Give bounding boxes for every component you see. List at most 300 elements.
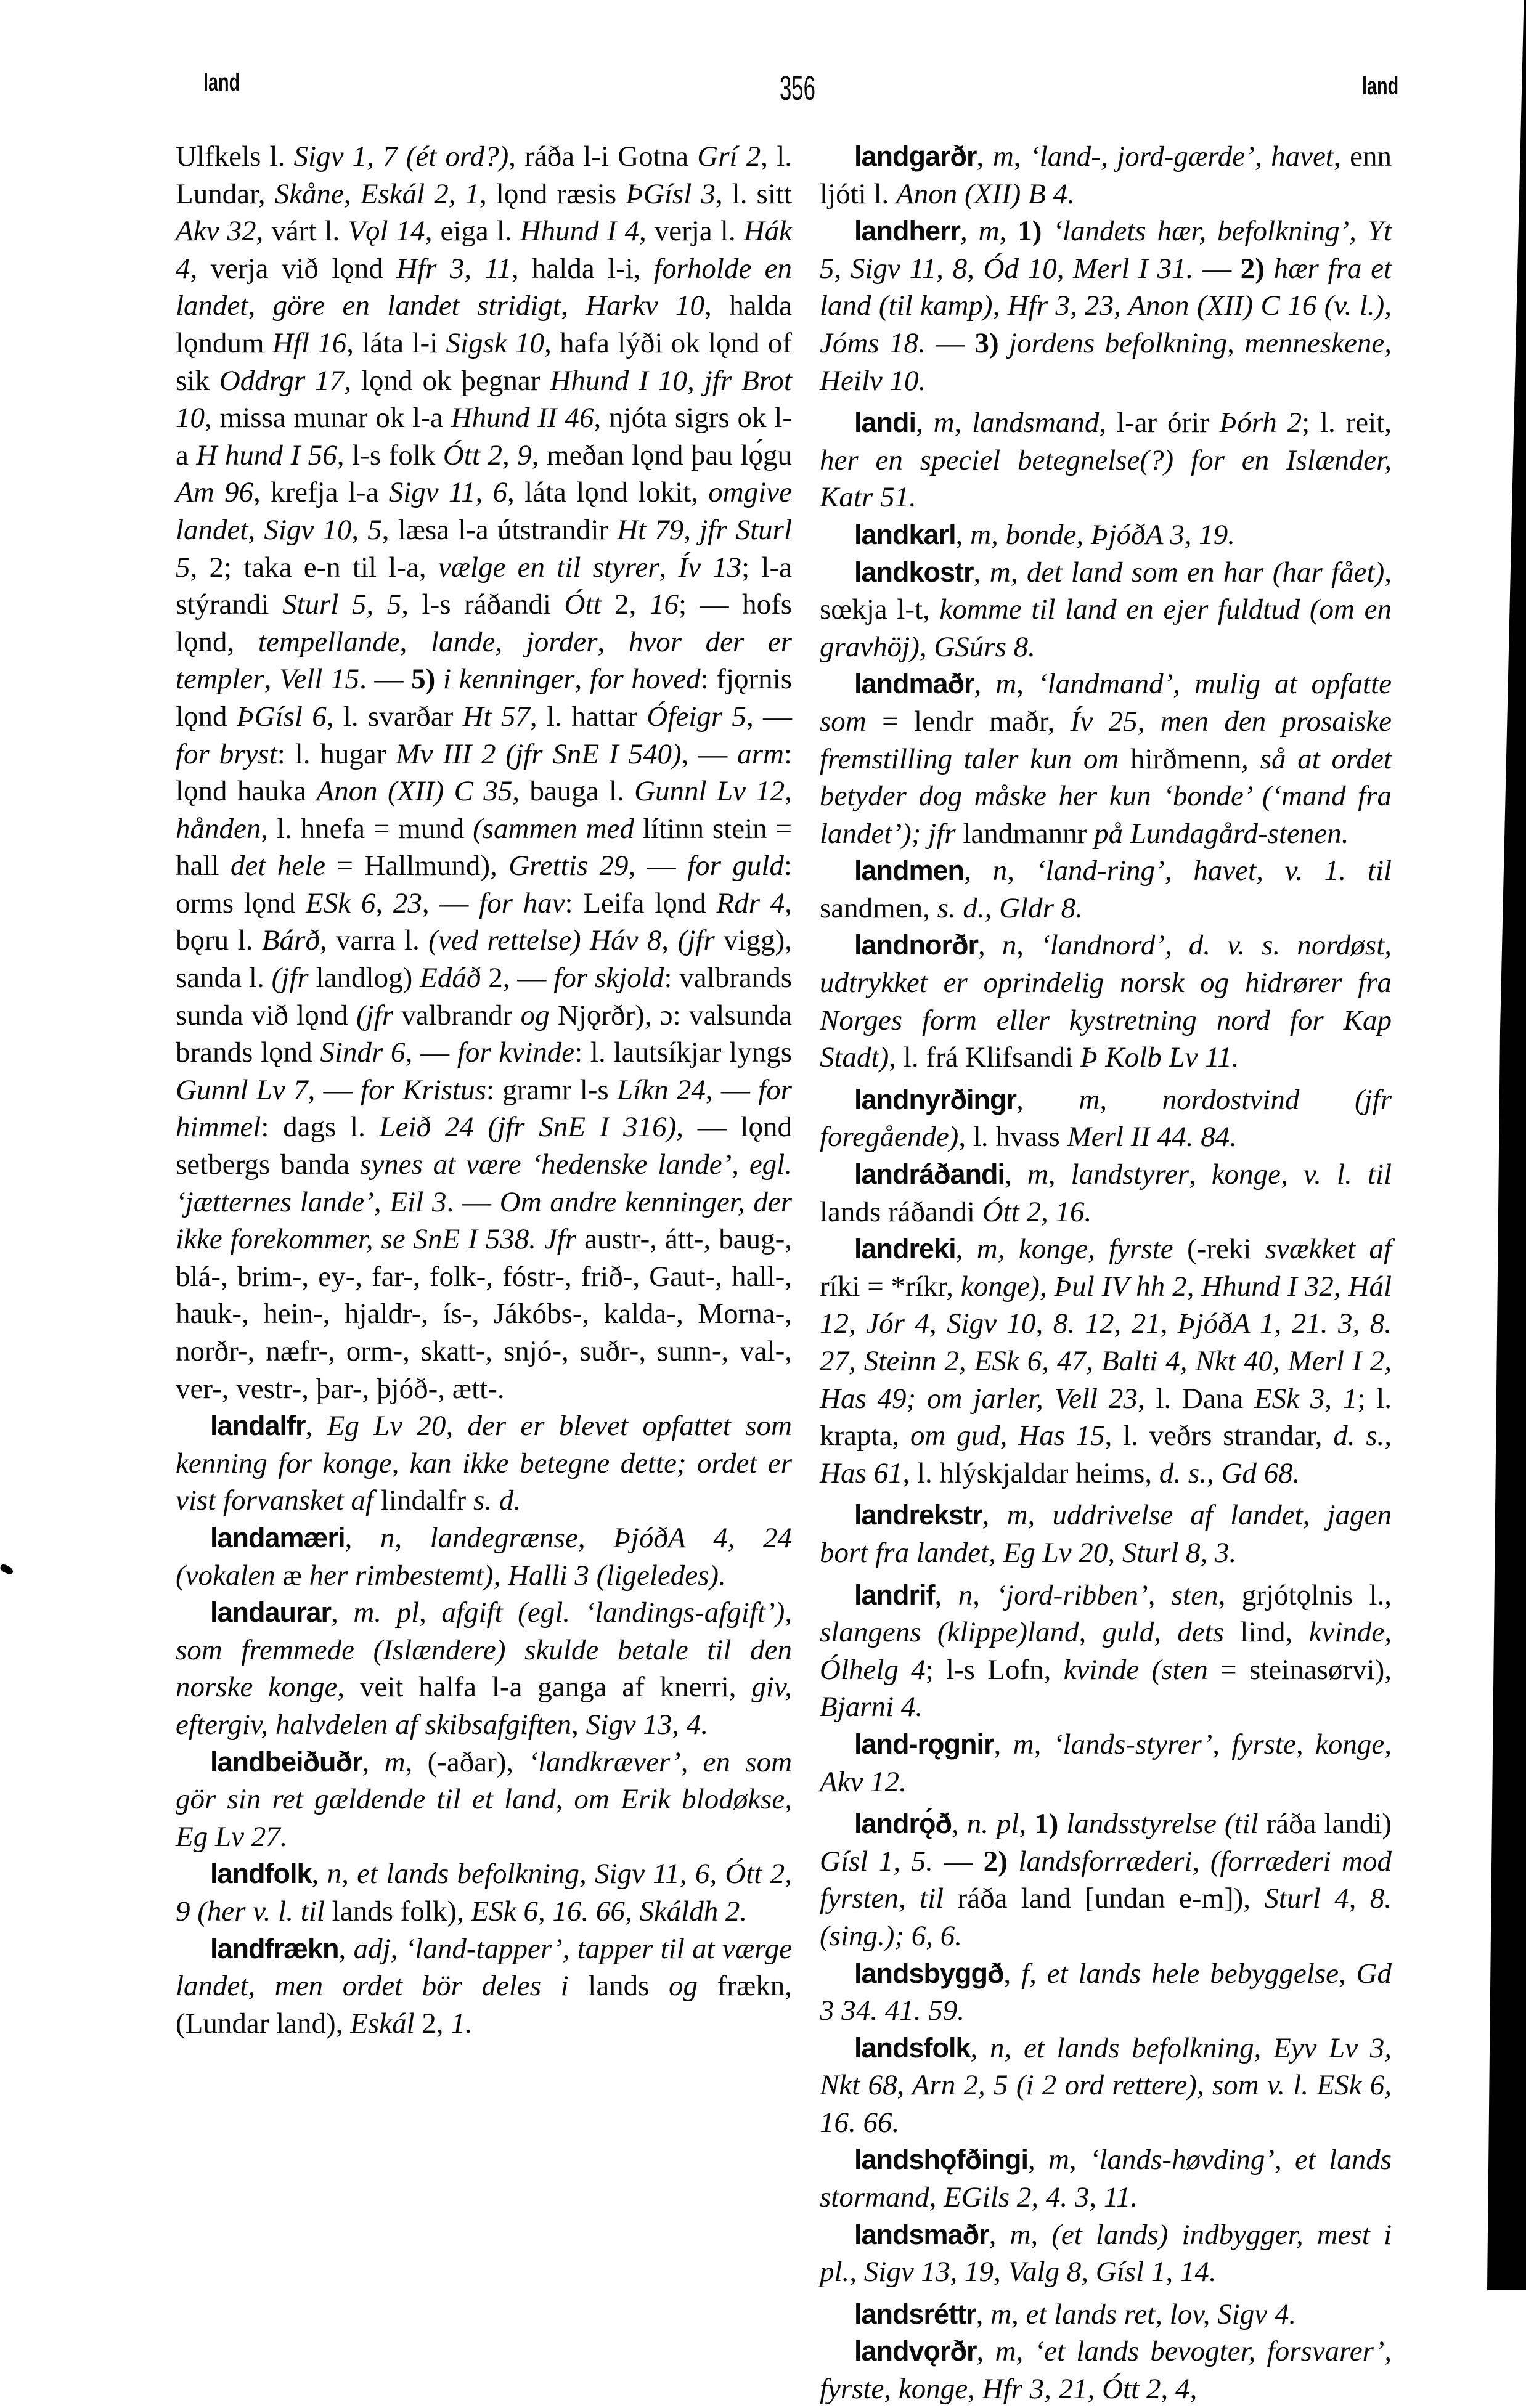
dictionary-entry: [820, 2216, 1392, 2291]
roman-text: , l-ar órir: [1099, 407, 1220, 439]
running-head-right: land: [1362, 73, 1399, 100]
italic-text: m, ‘lands-styrer’, fyrste, konge, Akv 12.: [820, 1728, 1392, 1798]
roman-text: , ráða l-i Gotna: [508, 140, 698, 173]
italic-text: d. s., Gd 68.: [1159, 1457, 1300, 1489]
italic-text: Gunnl Lv 7: [176, 1073, 308, 1106]
roman-text: austr-, átt-, baug-, blá-, brim-, ey-, far-, folk-, fóstr-, frið-, Gaut-, hall-, hauk-, hein-, hjaldr-, ís-, Jákóbs-, kalda-, Morna-, norðr-, næfr-, orm-, skatt-, snjó-, suðr-, sunn-, val-, ver-, vestr-, þar-, þjóð-, ætt-.: [176, 1223, 793, 1405]
italic-text: synes at være ‘hedenske lande’, egl. ‘jætternes lande’: [176, 1149, 792, 1218]
roman-text: , krefja l-a: [253, 476, 389, 509]
roman-text: , lǫnd ræsis: [479, 177, 626, 210]
roman-text: ,: [248, 290, 273, 322]
italic-text: n: [992, 855, 1008, 887]
italic-text: d. s., Has 61: [820, 1420, 1392, 1489]
italic-text: (jfr: [356, 999, 394, 1031]
roman-text: ,: [331, 1597, 354, 1629]
italic-text: afgift (egl. ‘landings-afgift’), som fremmede (Islændere) skulde betale til den norske konge: [176, 1597, 793, 1704]
italic-text: forholde en landet: [176, 252, 792, 322]
italic-text: m: [384, 1746, 406, 1778]
roman-text: ,: [248, 513, 264, 546]
italic-text: landegrænse: [430, 1521, 578, 1554]
italic-text: Merl II 44. 84.: [1067, 1121, 1238, 1153]
sense-number: 1): [1018, 215, 1042, 248]
italic-text: s. d.: [473, 1484, 521, 1517]
italic-text: konge: [1211, 1158, 1281, 1191]
italic-text: Ófeigr 5: [647, 700, 746, 733]
headword: landrǫ́ð: [854, 1808, 952, 1840]
roman-text: = steinasørvi),: [1207, 1653, 1392, 1686]
italic-text: hær fra et land (til kamp), Hfr 3, 23, Anon (XII) C 16 (v. l.), Jóms 18.: [820, 252, 1392, 359]
dictionary-entry: [820, 2030, 1392, 2142]
roman-text: ,: [934, 1579, 958, 1611]
dictionary-entry: [176, 1407, 792, 1519]
roman-text: , — lǫnd setbergs banda: [176, 1111, 792, 1181]
italic-text: landstyrer: [1071, 1158, 1189, 1191]
running-head-left: land: [203, 69, 240, 96]
italic-text: m, det land som en har (har fået): [989, 556, 1385, 588]
italic-text: Hhund II 46: [451, 402, 594, 434]
dictionary-entry: [820, 554, 1392, 666]
roman-text: , bauga l.: [512, 775, 635, 808]
roman-text: [1042, 215, 1053, 247]
roman-text: —: [925, 327, 975, 359]
italic-text: Eskál: [350, 2007, 415, 2040]
italic-text: n: [958, 1579, 973, 1611]
roman-text: lands folk),: [324, 1895, 471, 1927]
roman-text: 2, —: [481, 962, 554, 995]
roman-text: , —: [681, 738, 738, 770]
roman-text: , várt l.: [256, 215, 348, 248]
roman-text: sandmen,: [820, 892, 937, 924]
italic-text: for hav: [479, 887, 565, 919]
dictionary-entry: [176, 1519, 792, 1594]
right-column: [820, 138, 1392, 2408]
roman-text: ,: [1005, 1158, 1027, 1191]
roman-text: ,: [976, 2335, 995, 2368]
roman-text: ,: [973, 1579, 997, 1611]
italic-text: landsmand: [972, 407, 1100, 439]
roman-text: , l. svarðar: [326, 700, 463, 733]
roman-text: : l. lautsíkjar lyngs: [574, 1036, 792, 1069]
headword: landfolk: [210, 1858, 312, 1890]
dictionary-entry: [820, 1156, 1392, 1230]
roman-text: = Hallmund),: [325, 850, 509, 882]
headword: landbeiðuðr: [210, 1746, 362, 1778]
dictionary-entry: [820, 665, 1392, 852]
roman-text: , láta lǫnd lokit,: [507, 476, 709, 509]
sense-number: 2): [983, 1845, 1008, 1877]
italic-text: komme til land en ejer fuldtud (om en gravhöj), GSúrs 8.: [820, 593, 1392, 663]
roman-text: , l-s folk: [337, 439, 443, 471]
headword: landshǫfðingi: [854, 2144, 1028, 2176]
roman-text: ,: [1016, 668, 1038, 701]
dictionary-entry: [820, 2141, 1392, 2216]
roman-text: , 2; taka e-n til l-a,: [190, 551, 438, 584]
italic-text: ESk 6, 16. 66, Skáldh 2.: [471, 1895, 748, 1927]
italic-text: konge), Þul IV hh 2, Hhund I 32, Hál 12, Jór 4, Sigv 10, 8. 12, 21, ÞjóðA 1, 21. 3, 8. 27, Steinn 2, ESk 6, 47, Balti 4, Nkt 40, Merl I 2, Has 49; om jarler, Vell 23: [820, 1270, 1392, 1415]
roman-text: lands: [568, 1970, 669, 2003]
italic-text: m, (et lands) indbygger, mest i pl., Sigv 13, 19, Valg 8, Gísl 1, 14.: [820, 2218, 1392, 2288]
roman-text: ; l-a stýrandi: [176, 551, 793, 621]
roman-text: , halda l-i,: [511, 252, 654, 285]
dictionary-entry: [820, 1230, 1392, 1492]
headword: land-rǫgnir: [854, 1728, 994, 1760]
italic-text: ‘land-, jord-gærde’, havet: [1030, 140, 1334, 173]
roman-text: valbrandr: [393, 999, 521, 1031]
italic-text: Sigv 11, 6: [388, 476, 508, 509]
italic-text: H hund I 56: [196, 439, 337, 471]
italic-text: göre en landet stridigt: [272, 290, 561, 322]
roman-text: lindalfr: [373, 1484, 473, 1517]
italic-text: Grettis 29: [508, 850, 629, 882]
roman-text: 2,: [601, 588, 650, 621]
italic-text: m: [978, 215, 1000, 248]
italic-text: for Kristus: [360, 1073, 486, 1106]
italic-text: Vǫl 14: [348, 215, 425, 248]
roman-text: ríki = *ríkr,: [820, 1270, 961, 1303]
italic-text: n: [380, 1521, 395, 1554]
roman-text: ,: [264, 663, 279, 696]
headword: landfrækn: [210, 1932, 339, 1964]
italic-text: (jfr: [677, 924, 715, 957]
headword: landherr: [854, 215, 961, 247]
dictionary-entry: [820, 1726, 1392, 1800]
roman-text: , halda lǫndum: [176, 290, 792, 359]
roman-text: , l. hvass: [958, 1121, 1067, 1153]
roman-text: —: [1193, 252, 1241, 285]
roman-text: , l. Lundar,: [176, 140, 792, 210]
roman-text: lands ráðandi: [820, 1195, 982, 1228]
italic-text: ÞjóðA 4, 24 (vokalen: [176, 1521, 792, 1592]
headword: landsbyggð: [854, 1957, 1004, 1989]
italic-text: og: [520, 999, 550, 1031]
italic-text: ‘land-ring’, havet, v. 1. til: [1035, 855, 1392, 887]
italic-text: kvinde, Ólhelg 4: [820, 1616, 1392, 1686]
italic-text: Grí 2: [697, 140, 761, 173]
headword: landkarl: [854, 518, 956, 550]
roman-text: [999, 327, 1009, 359]
roman-text: ,: [976, 2298, 991, 2330]
italic-text: Ótt 2, 16.: [982, 1195, 1092, 1228]
roman-text: , (-aðar),: [405, 1746, 529, 1778]
italic-text: m, et lands ret, lov, Sigv 4.: [990, 2298, 1297, 2330]
roman-text: ,: [597, 625, 629, 658]
italic-text: Skåne: [274, 177, 344, 210]
italic-text: adj, ‘land-tapper’, tapper til at værge landet, men ordet bör deles i: [176, 1932, 792, 2003]
italic-text: for hoved: [589, 663, 701, 696]
italic-text: Hhund I 10, jfr Brot 10: [176, 364, 792, 434]
dictionary-entry: [176, 1930, 792, 2043]
italic-text: ÞGísl 6: [236, 700, 327, 733]
roman-text: ,: [964, 855, 993, 887]
roman-text: ,: [1003, 1957, 1022, 1990]
dictionary-entry: [820, 2296, 1392, 2333]
roman-text: ,: [954, 407, 973, 439]
italic-text: og: [669, 1970, 698, 2003]
dictionary-entry: [820, 1081, 1392, 1156]
italic-text: Ht 79, jfr Sturl 5: [176, 513, 793, 584]
roman-text: , enn ljóti l.: [820, 140, 1392, 210]
roman-text: , —: [308, 1073, 361, 1106]
roman-text: ,: [338, 1932, 354, 1965]
roman-text: ; l. reit,: [1302, 407, 1392, 439]
roman-text: , verja l.: [639, 215, 744, 248]
italic-text: Anon (XII) B 4.: [896, 177, 1075, 210]
roman-text: ,: [955, 518, 971, 551]
italic-text: i kenninger: [443, 663, 575, 696]
roman-text: ,: [955, 1233, 977, 1266]
headword: landi: [854, 407, 916, 439]
roman-text: : gramr l-s: [486, 1073, 618, 1106]
roman-text: , grjótǫlnis l.,: [1218, 1579, 1392, 1611]
italic-text: ESk 6, 23: [306, 887, 422, 919]
italic-text: ‘landmand’, mulig at opfatte som: [820, 668, 1392, 738]
italic-text: Anon (XII) C 35: [316, 775, 513, 808]
roman-text: : l. hugar: [277, 738, 396, 770]
headword: landrekstr: [854, 1499, 982, 1531]
italic-text: Gísl 1, 5.: [820, 1845, 933, 1877]
italic-text: landsforræderi, (forræderi mod fyrsten, til: [820, 1845, 1392, 1915]
italic-text: Sigsk 10: [446, 327, 545, 359]
dictionary-entry: [176, 1744, 792, 1856]
headword: landgarðr: [854, 140, 977, 172]
roman-text: , bǫru l.: [176, 887, 793, 957]
dictionary-entry: [820, 213, 1392, 399]
italic-text: her rimbestemt), Halli 3 (ligeledes).: [309, 1559, 726, 1592]
dictionary-entry: [820, 852, 1392, 927]
italic-text: lande: [430, 625, 496, 658]
italic-text: Vell 15: [279, 663, 360, 696]
italic-text: m, uddrivelse af landet, jagen bort fra landet, Eg Lv 20, Sturl 8, 3.: [820, 1499, 1392, 1569]
roman-text: ,: [399, 625, 431, 658]
dictionary-entry: [820, 927, 1392, 1076]
italic-text: Sigv 1, 7 (ét ord?): [293, 140, 509, 173]
italic-text: Þórh 2: [1219, 407, 1302, 439]
roman-text: ,: [916, 407, 934, 439]
roman-text: ,: [978, 929, 1002, 962]
roman-text: ,: [785, 775, 793, 808]
italic-text: for skjold: [553, 962, 664, 995]
italic-text: m: [995, 668, 1017, 701]
roman-text: , —: [628, 850, 688, 882]
italic-text: for himmel: [176, 1073, 793, 1144]
italic-text: m, ‘lands-høvding’, et lands stormand, EGils 2, 4. 3, 11.: [820, 2144, 1392, 2214]
page-number: 356: [780, 68, 815, 107]
ink-blot: [0, 1563, 15, 1576]
italic-text: n, et lands befolkning, Eyv Lv 3, Nkt 68, Arn 2, 5 (i 2 ord rettere), som v. l. ESk 6, 16. 66.: [820, 2032, 1392, 2139]
italic-text: jordens befolkning, menneskene, Heilv 10.: [820, 327, 1392, 397]
roman-text: ,: [1027, 2144, 1048, 2176]
italic-text: tempellande: [258, 625, 400, 658]
roman-text: , veit halfa l-a ganga af knerri,: [337, 1671, 752, 1704]
italic-text: hvor der er templer: [176, 625, 793, 696]
roman-text: , —: [422, 887, 479, 919]
roman-text: ,: [999, 215, 1018, 248]
italic-text: arm: [737, 738, 784, 770]
roman-text: , l. hattar: [529, 700, 647, 733]
italic-text: omgive landet: [176, 476, 793, 546]
sense-number: 3): [974, 327, 999, 359]
roman-text: = lendr maðr,: [866, 705, 1071, 738]
italic-text: det hele: [230, 850, 326, 882]
italic-text: giv, eftergiv, halvdelen af skibsafgiften: [176, 1671, 793, 1741]
sense-number: 1): [1034, 1808, 1059, 1841]
roman-text: , l. veðrs strandar,: [1104, 1420, 1334, 1452]
roman-text: landlog): [308, 962, 420, 995]
headword: landsréttr: [854, 2298, 976, 2330]
italic-text: Oddrgr 17: [219, 364, 345, 397]
italic-text: ESk 3, 1: [1254, 1382, 1358, 1415]
italic-text: ‘landets hær, befolkning’, Yt 5, Sigv 11, 8, Ód 10, Merl I 31.: [820, 215, 1392, 285]
roman-text: vigg), sanda l.: [176, 924, 793, 995]
dictionary-entry: [820, 2333, 1392, 2407]
roman-text: ,: [994, 1728, 1013, 1760]
page-edge-shadow: [1483, 0, 1526, 2290]
roman-text: ,: [362, 1746, 385, 1778]
italic-text: Am 96: [176, 476, 253, 509]
roman-text: ,: [989, 2218, 1010, 2251]
roman-text: , eiga l.: [425, 215, 520, 248]
roman-text: . —: [359, 663, 412, 696]
roman-text: ,: [577, 1521, 614, 1554]
roman-text: , sœkja l-t,: [820, 556, 1392, 626]
italic-text: m, konge, fyrste: [976, 1233, 1173, 1266]
italic-text: Bjarni 4.: [820, 1691, 923, 1723]
roman-text: : lǫnd hauka: [176, 738, 792, 808]
sense-number: 5): [411, 663, 436, 696]
italic-text: landsstyrelse (til: [1066, 1808, 1259, 1841]
italic-text: jorder: [526, 625, 598, 658]
italic-text: Hfr 3, 11: [396, 252, 512, 285]
roman-text: (-reki: [1173, 1233, 1265, 1266]
headword: landkostr: [854, 556, 974, 588]
italic-text: n: [1002, 929, 1017, 962]
italic-text: n, et lands befolkning, Sigv 11, 6, Ótt 2, 9 (her v. l. til: [176, 1858, 793, 1927]
italic-text: Eskál 2, 1: [360, 177, 480, 210]
italic-text: n. pl: [966, 1808, 1019, 1841]
roman-text: , missa munar ok l-a: [205, 402, 451, 434]
italic-text: 16: [649, 588, 679, 621]
roman-text: , meðan lǫnd þau lǫ́gu: [531, 439, 792, 471]
italic-text: Om andre kenninger, der ikke forekommer, se SnE I 538. Jfr: [176, 1186, 792, 1256]
roman-text: Ulfkels l.: [176, 140, 294, 173]
roman-text: lind,: [1224, 1616, 1309, 1649]
sense-number: 2): [1240, 252, 1265, 285]
roman-text: , l. hlýskjaldar heims,: [902, 1457, 1159, 1489]
italic-text: Hhund I 4: [520, 215, 639, 248]
italic-text: Sigv 13, 4.: [586, 1708, 709, 1741]
dictionary-entry: [820, 1577, 1392, 1726]
roman-text: ,: [960, 215, 979, 248]
roman-text: ; — hofs lǫnd,: [176, 588, 793, 658]
roman-text: ,: [659, 551, 679, 584]
italic-text: Þ Kolb Lv 11.: [1080, 1041, 1239, 1074]
roman-text: ; l-s Lofn,: [925, 1653, 1064, 1686]
roman-text: ,: [305, 1410, 327, 1442]
headword: landnyrðingr: [854, 1083, 1017, 1115]
italic-text: (ved rettelse) Háv 8: [428, 924, 662, 957]
italic-text: for guld: [687, 850, 784, 882]
headword: landsmaðr: [854, 2218, 989, 2250]
roman-text: : orms lǫnd: [176, 850, 792, 919]
dictionary-entry: [820, 1955, 1392, 2030]
headword: landnorðr: [854, 929, 978, 961]
roman-text: frækn, (Lundar land),: [176, 1970, 792, 2040]
italic-text: Sindr 6: [320, 1036, 406, 1069]
dictionary-entry: [820, 404, 1392, 516]
italic-text: Bárð: [261, 924, 320, 957]
roman-text: , hafa lýði ok lǫnd of sik: [176, 327, 793, 397]
roman-text: ,: [560, 290, 586, 322]
roman-text: ,: [982, 1499, 1007, 1532]
italic-text: Ht 57: [462, 700, 530, 733]
italic-text: om gud, Has 15: [910, 1420, 1105, 1452]
italic-text: Harkv 10: [586, 290, 705, 322]
roman-text: : dags l.: [261, 1111, 380, 1144]
roman-text: [1265, 253, 1274, 285]
italic-text: ‘landnord’, d. v. s. nordøst, udtrykket er oprindelig norsk og hidrører fra Norges form eller kystretning nord for Kap Stadt): [820, 929, 1392, 1074]
italic-text: s. d., Gldr 8.: [937, 892, 1083, 924]
roman-text: ,: [1048, 1158, 1071, 1191]
roman-text: , l. hnefa = mund: [261, 812, 473, 845]
italic-text: m: [1027, 1158, 1048, 1191]
roman-text: ,: [974, 668, 996, 701]
dictionary-entry: [176, 138, 792, 1407]
headword: landmen: [854, 855, 965, 887]
roman-text: ,: [1189, 1158, 1212, 1191]
italic-text: Leið 24 (jfr SnE I 316): [379, 1111, 677, 1144]
roman-text: ráða landi): [1258, 1808, 1392, 1841]
roman-text: lítinn stein = hall: [176, 812, 792, 882]
italic-text: Eil 3: [390, 1186, 447, 1218]
roman-text: ,: [976, 140, 993, 173]
headword: landvǫrðr: [854, 2335, 977, 2367]
italic-text: Ótt 2, 9: [443, 439, 532, 471]
italic-text: på Lundagård-stenen.: [1094, 817, 1349, 850]
roman-text: ,: [1019, 1808, 1035, 1841]
roman-text: ,: [1016, 1083, 1079, 1116]
italic-text: for bryst: [176, 738, 277, 770]
italic-text: Ív 25, men den prosaiske fremstilling taler kun om: [820, 705, 1392, 775]
italic-text: m. pl: [353, 1597, 420, 1629]
headword: landalfr: [210, 1410, 306, 1442]
italic-text: vælge en til styrer: [438, 551, 659, 584]
italic-text: ÞGísl 3: [626, 177, 716, 210]
headword: landsfolk: [854, 2032, 971, 2064]
roman-text: ,: [343, 177, 361, 210]
headword: landaurar: [210, 1597, 332, 1629]
italic-text: så at ordet betyder dog måske her kun ‘bonde’ (‘mand fra landet’); jfr: [820, 742, 1392, 850]
headword: landmaðr: [854, 668, 974, 700]
roman-text: , —: [405, 1036, 457, 1069]
italic-text: Ótt: [564, 588, 602, 621]
roman-text: , l. Dana: [1137, 1382, 1254, 1415]
roman-text: [1008, 1845, 1018, 1877]
roman-text: landmannr: [955, 817, 1095, 850]
headword: landamæri: [210, 1521, 345, 1553]
italic-text: m, ‘et lands bevogter, forsvarer’, fyrste, konge, Hfr 3, 21, Ótt 2, 4,: [820, 2335, 1392, 2406]
italic-text: Rdr 4: [716, 887, 785, 919]
roman-text: —: [932, 1845, 984, 1877]
italic-text: (jfr: [271, 962, 309, 995]
italic-text: svækket af: [1265, 1233, 1392, 1266]
left-column: [176, 138, 792, 2042]
italic-text: v. l. til: [1303, 1158, 1392, 1191]
italic-text: m: [992, 140, 1014, 173]
dictionary-entry: [176, 1855, 792, 1930]
roman-text: , lǫnd ok þegnar: [344, 364, 550, 397]
roman-text: hirðmenn,: [1119, 742, 1260, 775]
italic-text: Hák 4: [176, 215, 792, 285]
